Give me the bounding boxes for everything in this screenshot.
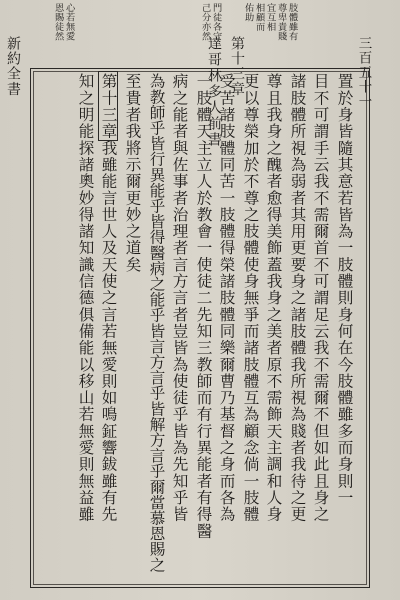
margin-note: 尊卑貴賤 bbox=[275, 3, 287, 41]
margin-note: 心若無愛 bbox=[63, 3, 75, 41]
text-column: 一肢體天主立人於教會一使徒二先知三教師而有行異能者有得醫 bbox=[194, 73, 213, 540]
margin-note: 宜互相 bbox=[264, 3, 276, 32]
collection-title: 新約全書 bbox=[5, 36, 21, 97]
margin-note: 恩賜徒然 bbox=[52, 3, 64, 41]
margin-note: 佑助 bbox=[242, 3, 254, 22]
text-column: 諸肢體所視為弱者其用更要身之諸肢體我所視為賤者我待之更 bbox=[288, 73, 307, 523]
page-number: 三百五十一 bbox=[355, 36, 372, 109]
text-column: 為教師乎皆行異能乎皆得醫病之能乎皆言方言乎皆解方言乎爾當慕恩賜之 bbox=[147, 73, 166, 573]
chapter-heading-column: 第十三章我雖能言世人及天使之言若無愛則如鳴鉦響鈸雖有先 bbox=[99, 73, 118, 523]
text-column: 尊且我身之醜者愈得美飾蓋我身之美者原不需飾天主調和人身 bbox=[264, 73, 283, 523]
margin-note: 肢體雖有 bbox=[286, 3, 298, 41]
margin-note: 相顧而 bbox=[253, 3, 265, 32]
chapter-heading-box bbox=[98, 71, 118, 141]
text-column: 置於身皆隨其意若皆為一肢體則身何在今肢體雖多而身則一 bbox=[335, 73, 354, 506]
text-column: 知之明能探諸奧妙得諸知識信德俱備能以移山若無愛則無益雖 bbox=[76, 73, 95, 523]
text-column: 病之能者與佐事者治理者言方言者豈皆為使徒乎皆為先知乎皆 bbox=[170, 73, 189, 523]
text-column: 至貴者我將示爾更妙之道矣 bbox=[123, 73, 142, 273]
text-column: 目不可謂手云我不需爾首不可謂足云我不需爾不但如此且身之 bbox=[311, 73, 330, 523]
chapter-label: 第十三章 bbox=[229, 36, 245, 97]
book-title: 達哥林多人前書 bbox=[206, 36, 222, 148]
margin-note: 己分亦然 bbox=[199, 3, 211, 41]
text-column: 更以尊榮加於不尊之肢體使身無爭而諸肢體互為顧念倘一肢體 bbox=[241, 73, 260, 523]
text-column: 受苦諸肢體同苦一肢體得榮諸肢體同樂爾曹乃基督之身而各為 bbox=[217, 73, 236, 523]
margin-note: 門徒各守 bbox=[210, 3, 222, 41]
